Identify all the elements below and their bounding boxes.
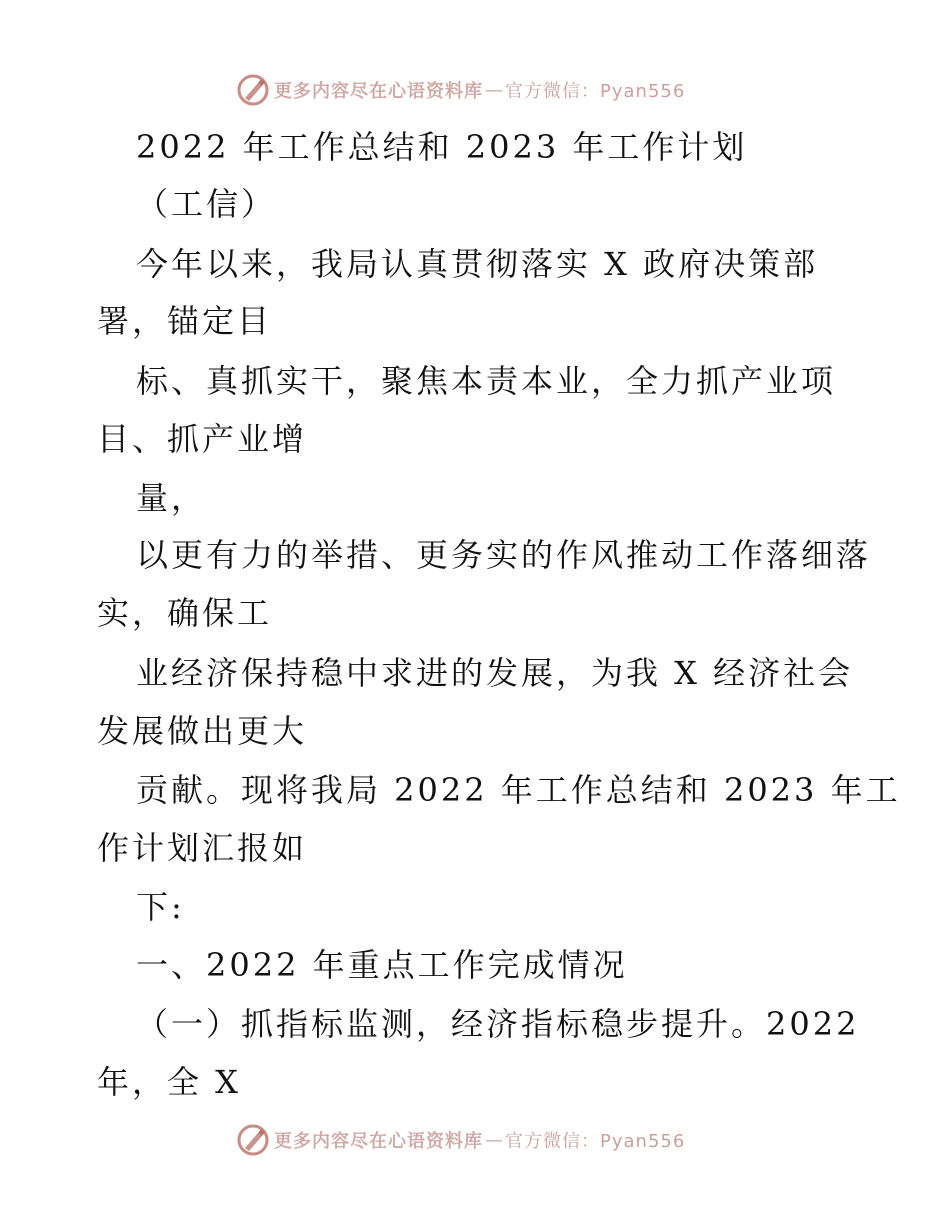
watermark-main-text: 更多内容尽在心语资料库 bbox=[274, 81, 483, 102]
text-line: 以更有力的举措、更务实的作风推动工作落细落 bbox=[136, 536, 872, 574]
text-line: 作计划汇报如 bbox=[97, 829, 308, 867]
document-subtitle: （工信） bbox=[136, 185, 277, 223]
watermark-sub-text: 官方微信：Pyan556 bbox=[505, 81, 686, 102]
watermark-banner-bottom bbox=[236, 1122, 685, 1158]
pen-logo-icon bbox=[236, 1123, 270, 1157]
text-line: 实，确保工 bbox=[97, 594, 273, 632]
text-line: 业经济保持稳中求进的发展，为我 X 经济社会 bbox=[136, 654, 854, 692]
text-line: 今年以来，我局认真贯彻落实 X 政府决策部 bbox=[136, 245, 819, 283]
text-line: 量， bbox=[136, 479, 207, 517]
document-title: 2022 年工作总结和 2023 年工作计划 bbox=[136, 128, 748, 166]
watermark-separator: — bbox=[485, 1129, 503, 1151]
watermark-sub-text: 官方微信：Pyan556 bbox=[505, 1131, 686, 1152]
text-line: 署，锚定目 bbox=[97, 302, 273, 340]
section-heading: 一、2022 年重点工作完成情况 bbox=[136, 946, 628, 984]
text-line: 标、真抓实干，聚焦本责本业，全力抓产业项 bbox=[136, 362, 837, 400]
watermark-main-text: 更多内容尽在心语资料库 bbox=[274, 1131, 483, 1152]
text-line: 年，全 X bbox=[97, 1063, 241, 1101]
watermark-separator: — bbox=[485, 79, 503, 101]
text-line: 下: bbox=[136, 888, 185, 926]
watermark-banner-top bbox=[236, 72, 685, 108]
text-line: 目、抓产业增 bbox=[97, 420, 308, 458]
subsection-heading: （一）抓指标监测，经济指标稳步提升。2022 bbox=[136, 1005, 860, 1043]
text-line: 贡献。现将我局 2022 年工作总结和 2023 年工 bbox=[136, 771, 901, 809]
pen-logo-icon bbox=[236, 73, 270, 107]
text-line: 发展做出更大 bbox=[97, 712, 308, 750]
